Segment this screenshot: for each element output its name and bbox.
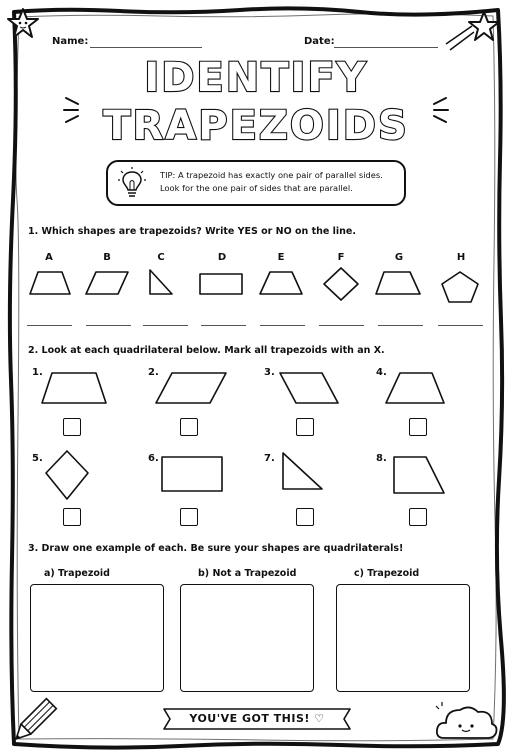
shape-d-rectangle	[200, 274, 242, 294]
item-number-7: 7.	[264, 453, 275, 464]
item-number-8: 8.	[376, 453, 387, 464]
section-3-question: 3. Draw one example of each. Be sure your shapes are quadrilaterals!	[28, 543, 404, 554]
shape-letter-a: A	[45, 252, 53, 263]
draw-box-c[interactable]	[336, 584, 470, 692]
shape-g-trapezoid	[376, 272, 420, 294]
lightbulb-icon	[118, 166, 146, 200]
shape-letter-h: H	[456, 252, 466, 263]
answer-line-h[interactable]	[438, 325, 483, 326]
shape-letter-c: C	[157, 252, 165, 263]
draw-label-b: b) Not a Trapezoid	[198, 568, 297, 579]
answer-line-a[interactable]	[27, 325, 72, 326]
tip-text-line-2: Look for the one pair of sides that are parallel.	[160, 183, 353, 193]
item-number-3: 3.	[264, 367, 275, 378]
section-2-question: 2. Look at each quadrilateral below. Mark all trapezoids with an X.	[28, 345, 385, 356]
shape-letter-b: B	[103, 252, 111, 263]
checkbox-7[interactable]	[296, 508, 314, 526]
quad-7-triangle	[283, 453, 322, 489]
item-number-6: 6.	[148, 453, 159, 464]
section-1-question: 1. Which shapes are trapezoids? Write YES or NO on the line.	[28, 226, 356, 237]
tip-text	[160, 169, 400, 195]
quad-1-trapezoid	[42, 373, 106, 403]
banner-text: YOU'VE GOT THIS! ♡	[189, 712, 325, 725]
checkbox-3[interactable]	[296, 418, 314, 436]
checkbox-1[interactable]	[63, 418, 81, 436]
draw-box-a[interactable]	[30, 584, 164, 692]
pencil-icon	[8, 696, 58, 748]
tip-text-line-1: TIP: A trapezoid has exactly one pair of parallel sides.	[160, 170, 383, 180]
title-line-1: IDENTIFY	[144, 55, 368, 101]
sparkle-right-icon	[418, 94, 450, 124]
item-number-2: 2.	[148, 367, 159, 378]
date-field[interactable]	[334, 47, 438, 48]
quad-6-rectangle	[162, 457, 222, 491]
sparkle-left-icon	[62, 94, 94, 124]
quad-4-trapezoid	[386, 373, 444, 403]
item-number-1: 1.	[32, 367, 43, 378]
section-1-shapes	[0, 262, 512, 306]
quad-5-kite	[46, 451, 88, 499]
draw-label-c: c) Trapezoid	[354, 568, 420, 579]
shooting-star-icon	[442, 8, 504, 52]
shape-f-rhombus	[324, 268, 358, 300]
shape-a-trapezoid	[30, 272, 70, 294]
answer-line-d[interactable]	[201, 325, 246, 326]
shape-letter-e: E	[277, 252, 285, 263]
answer-line-b[interactable]	[86, 325, 131, 326]
answer-line-e[interactable]	[260, 325, 305, 326]
shape-c-triangle	[150, 270, 172, 294]
name-label: Name:	[52, 36, 89, 47]
answer-line-f[interactable]	[319, 325, 364, 326]
quad-2-parallelogram	[156, 373, 226, 403]
name-field[interactable]	[90, 47, 202, 48]
draw-box-b[interactable]	[180, 584, 314, 692]
title-line-2: TRAPEZOIDS	[103, 103, 409, 149]
checkbox-6[interactable]	[180, 508, 198, 526]
date-label: Date:	[304, 36, 335, 47]
shape-b-parallelogram	[86, 272, 128, 294]
item-number-5: 5.	[32, 453, 43, 464]
shape-letter-f: F	[337, 252, 345, 263]
answer-line-c[interactable]	[143, 325, 188, 326]
star-icon	[6, 6, 40, 40]
quad-3-parallelogram	[280, 373, 338, 403]
shape-letter-d: D	[217, 252, 227, 263]
shape-letter-g: G	[394, 252, 404, 263]
item-number-4: 4.	[376, 367, 387, 378]
checkbox-2[interactable]	[180, 418, 198, 436]
checkbox-8[interactable]	[409, 508, 427, 526]
cloud-icon	[434, 700, 500, 744]
checkbox-5[interactable]	[63, 508, 81, 526]
draw-label-a: a) Trapezoid	[44, 568, 110, 579]
checkbox-4[interactable]	[409, 418, 427, 436]
shape-h-pentagon	[442, 272, 478, 302]
answer-line-g[interactable]	[378, 325, 423, 326]
quad-8-trapezoid	[394, 457, 444, 493]
shape-e-trapezoid	[260, 272, 302, 294]
